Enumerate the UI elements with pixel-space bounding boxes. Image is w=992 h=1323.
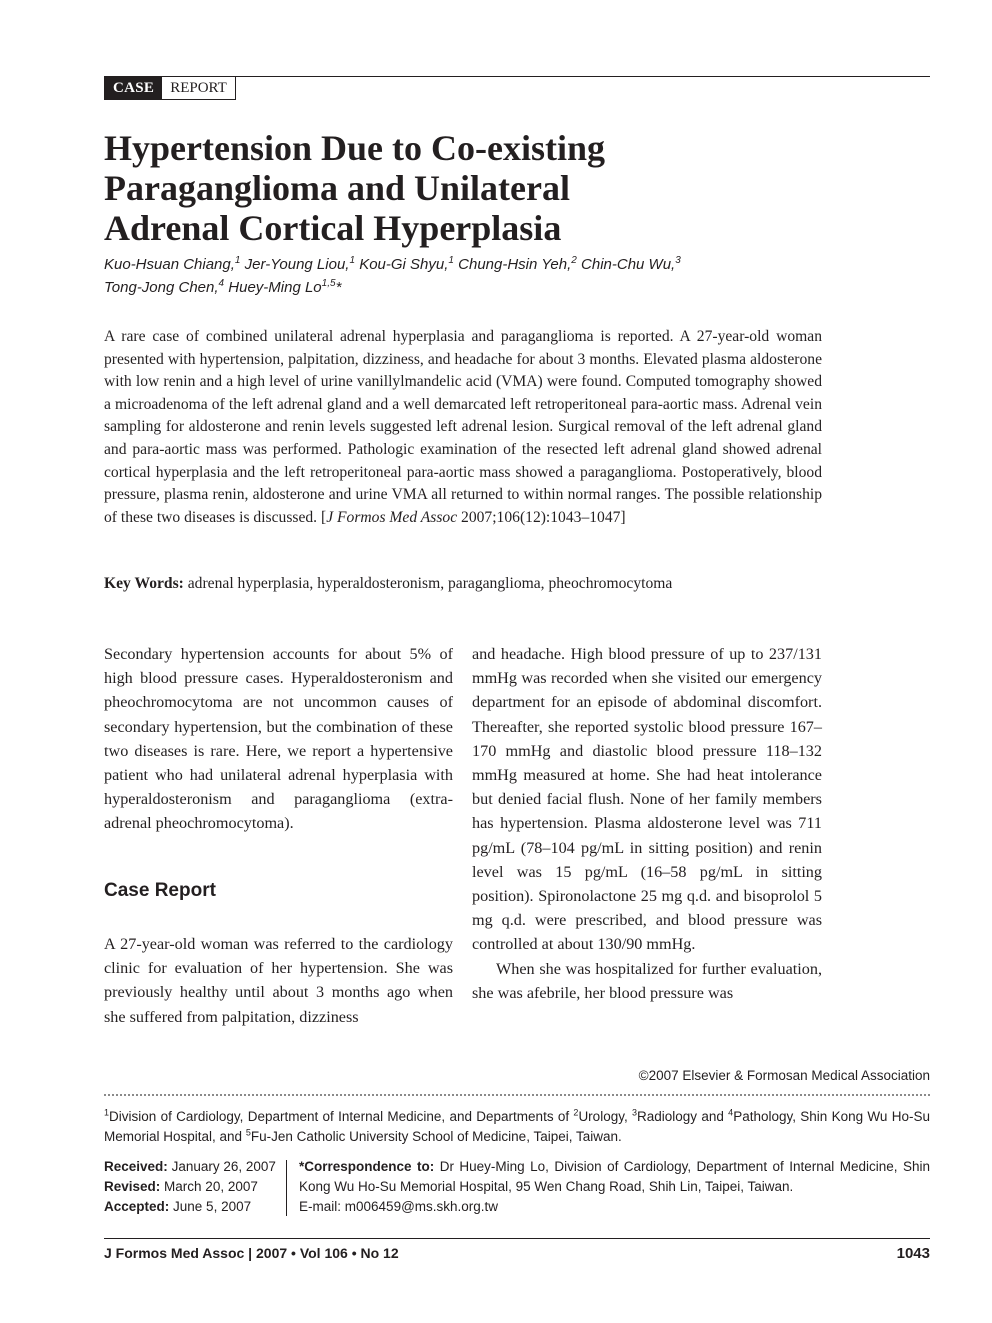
citation-journal: J Formos Med Assoc <box>326 508 458 526</box>
journal-footer: J Formos Med Assoc | 2007 • Vol 106 • No 12 <box>104 1245 399 1261</box>
copyright-notice: ©2007 Elsevier & Formosan Medical Association <box>638 1068 930 1083</box>
author-name: Tong-Jong Chen, <box>104 279 219 296</box>
author-line-2 <box>104 276 864 299</box>
accepted-date <box>104 1197 284 1217</box>
correspondence-address <box>299 1157 930 1197</box>
vertical-divider <box>286 1160 287 1216</box>
author-affil-sup: 2 <box>571 255 577 266</box>
author-list <box>104 253 864 299</box>
title-line-3: Adrenal Cortical Hyperplasia <box>104 208 562 248</box>
affil-sup: 3 <box>632 1107 638 1118</box>
keywords-text: adrenal hyperplasia, hyperaldosteronism, paraganglioma, pheochromocytoma <box>187 575 673 592</box>
case-paragraph-1-continued: and headache. High blood pressure of up to 237/131 mmHg was recorded when she visited our emergency department for an episode of abdominal discomfort. Thereafter, she reported systolic blood pressure 167–170 mmHg and diastolic blood pressure 118–132 mmHg measured at home. She had heat intolerance but denied facial flush. None of her family members has hypertension. Plasma aldosterone level was 711 pg/mL (78–104 pg/mL in sitting position) and renin level was 15 pg/mL (16–58 pg/mL in sitting position). Spironolactone 25 mg q.d. and bisoprolol 5 mg q.d. were prescribed, and blood pressure was controlled at about 130/90 mmHg. <box>472 645 822 954</box>
case-paragraph-1: A 27-year-old woman was referred to the cardiology clinic for evaluation of her hypertension. She was previously healthy until about 3 months ago when she suffered from palpitation, dizziness <box>104 935 453 1026</box>
correspondence-email <box>299 1197 930 1217</box>
author-affil-sup: 1 <box>234 255 241 266</box>
title-line-1: Hypertension Due to Co-existing <box>104 128 605 168</box>
affil-text: Division of Cardiology, Department of Internal Medicine, and Departments of <box>109 1109 574 1124</box>
article-dates <box>104 1157 284 1217</box>
author-affil-sup: 1,5 <box>321 278 336 289</box>
affil-sup: 4 <box>728 1107 734 1118</box>
affil-text: Fu-Jen Catholic University School of Medicine, Taipei, Taiwan. <box>250 1129 622 1144</box>
intro-paragraph: Secondary hypertension accounts for about 5% of high blood pressure cases. Hyperaldosteronism and pheochromocytoma are not uncommon causes of secondary hypertension, but the combination of these two diseases is rare. Here, we report a hypertensive patient who had unilateral adrenal hyperplasia with hyperaldosteronism and paraganglioma (extra-adrenal pheochromocytoma). <box>104 645 453 833</box>
page-number: 1043 <box>896 1245 930 1262</box>
author-name: Kuo-Hsuan Chiang, <box>104 256 235 273</box>
affil-sup: 5 <box>245 1127 251 1138</box>
dotted-divider <box>104 1094 930 1096</box>
keywords-label: Key Words: <box>104 575 184 592</box>
article-type-tag <box>104 77 236 100</box>
email-label: E-mail: <box>299 1199 342 1214</box>
article-title <box>104 128 804 248</box>
revised-value: March 20, 2007 <box>164 1179 258 1194</box>
case-paragraph-2: When she was hospitalized for further evaluation, she was afebrile, her blood pressure was <box>472 959 822 1002</box>
corresponding-mark: * <box>335 279 342 296</box>
author-affil-sup: 3 <box>675 255 681 266</box>
revised-date <box>104 1177 284 1197</box>
received-value: January 26, 2007 <box>171 1159 276 1174</box>
author-affil-sup: 1 <box>448 255 454 266</box>
author-name: Jer-Young Liou, <box>244 256 350 273</box>
correspondence-label: *Correspondence to: <box>299 1159 435 1174</box>
abstract-text: A rare case of combined unilateral adrenal hyperplasia and paraganglioma is reported. A 27-year-old woman presented with hypertension, palpitation, dizziness, and headache for about 3 months. Elevated plasma aldosterone with low renin and a high level of urine vanillylmandelic acid (VMA) were found. Computed tomography showed a microadenoma of the left adrenal gland and a well demarcated left retroperitoneal para-aortic mass. Adrenal vein sampling for aldosterone and renin levels suggested left adrenal lesion. Surgical removal of the left adrenal gland and para-aortic mass was performed. Pathologic examination of the resected left adrenal gland showed adrenal cortical hyperplasia and the left retroperitoneal para-aortic mass showed a paraganglioma. Postoperatively, blood pressure, plasma renin, aldosterone and urine VMA all returned to within normal ranges. The possible relationship of these two diseases is discussed. [ <box>104 328 822 526</box>
revised-label: Revised: <box>104 1179 161 1194</box>
author-name: Chung-Hsin Yeh, <box>458 256 572 273</box>
right-column <box>472 642 822 1005</box>
affil-text: Pathology, Shin Kong Wu Ho-Su Memorial Hospital, and <box>104 1109 930 1144</box>
section-heading-case-report: Case Report <box>104 880 216 901</box>
accepted-label: Accepted: <box>104 1199 170 1214</box>
accepted-value: June 5, 2007 <box>173 1199 252 1214</box>
author-affil-sup: 4 <box>218 278 225 289</box>
affil-sup: 1 <box>104 1107 110 1118</box>
keywords <box>104 573 864 595</box>
affil-text: Urology, <box>578 1109 632 1124</box>
affil-text: Radiology and <box>637 1109 729 1124</box>
abstract <box>104 326 822 529</box>
author-name: Chin-Chu Wu, <box>581 256 676 273</box>
author-name: Huey-Ming Lo <box>228 279 322 296</box>
received-date <box>104 1157 284 1177</box>
email-address[interactable]: m006459@ms.skh.org.tw <box>344 1199 499 1214</box>
author-affil-sup: 1 <box>349 255 356 266</box>
footer-rule <box>104 1238 930 1239</box>
citation-details: 2007;106(12):1043–1047] <box>457 508 626 526</box>
affil-sup: 2 <box>573 1107 579 1118</box>
title-line-2: Paraganglioma and Unilateral <box>104 168 570 208</box>
correspondence <box>299 1157 930 1217</box>
author-name: Kou-Gi Shyu, <box>359 256 449 273</box>
tag-report: REPORT <box>170 80 227 96</box>
tag-case: CASE <box>105 77 162 99</box>
author-line-1 <box>104 253 864 276</box>
correspondence-text: Dr Huey-Ming Lo, Division of Cardiology, Department of Internal Medicine, Shin Kong Wu Ho-Su Memorial Hospital, 95 Wen Chang Road, Shih Lin, Taipei, Taiwan. <box>299 1159 930 1194</box>
received-label: Received: <box>104 1159 168 1174</box>
affiliations <box>104 1107 930 1147</box>
